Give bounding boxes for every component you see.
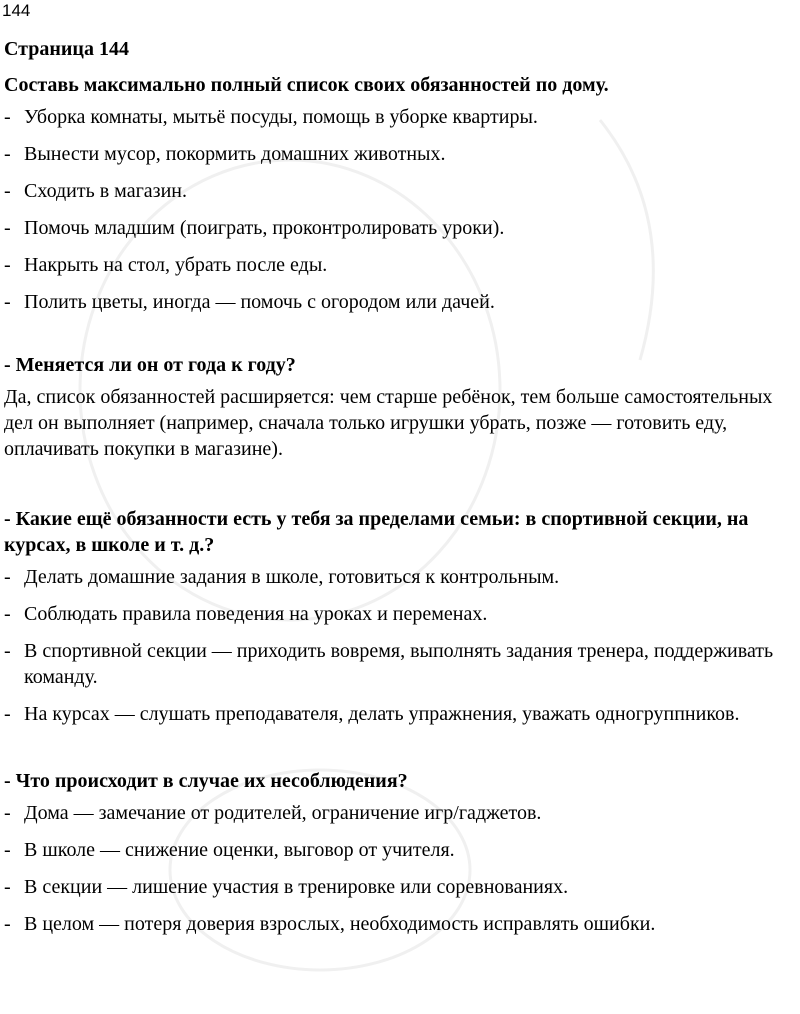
list-item xyxy=(4,800,796,826)
section-spacer xyxy=(4,326,796,352)
bullet-dash: - xyxy=(4,703,11,725)
list-item-text: Накрыть на стол, убрать после еды. xyxy=(24,254,328,276)
list-item-text: Уборка комнаты, мытьё посуды, помощь в уборке квартиры. xyxy=(24,106,538,128)
bullet-dash: - xyxy=(4,217,11,239)
bullet-dash: - xyxy=(4,603,11,625)
list-item xyxy=(4,874,796,900)
list-item xyxy=(4,289,796,315)
section-spacer xyxy=(4,738,796,768)
list-item-text: Соблюдать правила поведения на уроках и переменах. xyxy=(24,603,488,625)
bullet-dash: - xyxy=(4,254,11,276)
list-item-text: Дома — замечание от родителей, ограничение игр/гаджетов. xyxy=(24,802,542,824)
list-item-text: Сходить в магазин. xyxy=(24,180,187,202)
list-item-text: В целом — потеря доверия взрослых, необходимость исправлять ошибки. xyxy=(24,913,656,935)
section-spacer xyxy=(4,462,796,506)
bullet-dash: - xyxy=(4,291,11,313)
list-item xyxy=(4,601,796,627)
list-item xyxy=(4,564,796,590)
bullet-dash: - xyxy=(4,143,11,165)
question-heading: - Какие ещё обязанности есть у тебя за пределами семьи: в спортивной секции, на курсах, в школе и т. д.? xyxy=(4,508,749,556)
document-content xyxy=(4,36,796,948)
outside-duties-list xyxy=(4,564,796,727)
list-item-text: Делать домашние задания в школе, готовиться к контрольным. xyxy=(24,566,560,588)
bullet-dash: - xyxy=(4,913,11,935)
list-item-text: В секции — лишение участия в тренировке или соревнованиях. xyxy=(24,876,569,898)
bullet-dash: - xyxy=(4,876,11,898)
list-item xyxy=(4,638,796,690)
list-item xyxy=(4,701,796,727)
answer-paragraph: Да, список обязанностей расширяется: чем старше ребёнок, тем больше самостоятельных дел он выполняет (например, сначала только игрушки убрать, позже — готовить еду, оплачивать покупки в магазине). xyxy=(4,386,773,460)
question-heading: - Меняется ли он от года к году? xyxy=(4,354,296,376)
bullet-dash: - xyxy=(4,802,11,824)
bullet-dash: - xyxy=(4,839,11,861)
list-item-text: В спортивной секции — приходить вовремя, выполнять задания тренера, поддерживать команду. xyxy=(24,640,774,688)
list-item xyxy=(4,178,796,204)
question-heading: - Что происходит в случае их несоблюдения? xyxy=(4,770,408,792)
home-duties-list xyxy=(4,104,796,315)
list-item-text: Полить цветы, иногда — помочь с огородом или дачей. xyxy=(24,291,495,313)
list-item xyxy=(4,215,796,241)
bullet-dash: - xyxy=(4,566,11,588)
task-title: Составь максимально полный список своих обязанностей по дому. xyxy=(4,74,609,96)
list-item-text: На курсах — слушать преподавателя, делать упражнения, уважать одногруппников. xyxy=(24,703,740,725)
bullet-dash: - xyxy=(4,106,11,128)
page-number: 144 xyxy=(2,1,31,20)
list-item-text: В школе — снижение оценки, выговор от учителя. xyxy=(24,839,455,861)
list-item-text: Помочь младшим (поиграть, проконтролировать уроки). xyxy=(24,217,505,239)
page-title: Страница 144 xyxy=(4,38,129,60)
list-item-text: Вынести мусор, покормить домашних животных. xyxy=(24,143,446,165)
bullet-dash: - xyxy=(4,180,11,202)
list-item xyxy=(4,141,796,167)
bullet-dash: - xyxy=(4,640,11,662)
consequences-list xyxy=(4,800,796,937)
list-item xyxy=(4,837,796,863)
list-item xyxy=(4,104,796,130)
list-item xyxy=(4,252,796,278)
list-item xyxy=(4,911,796,937)
